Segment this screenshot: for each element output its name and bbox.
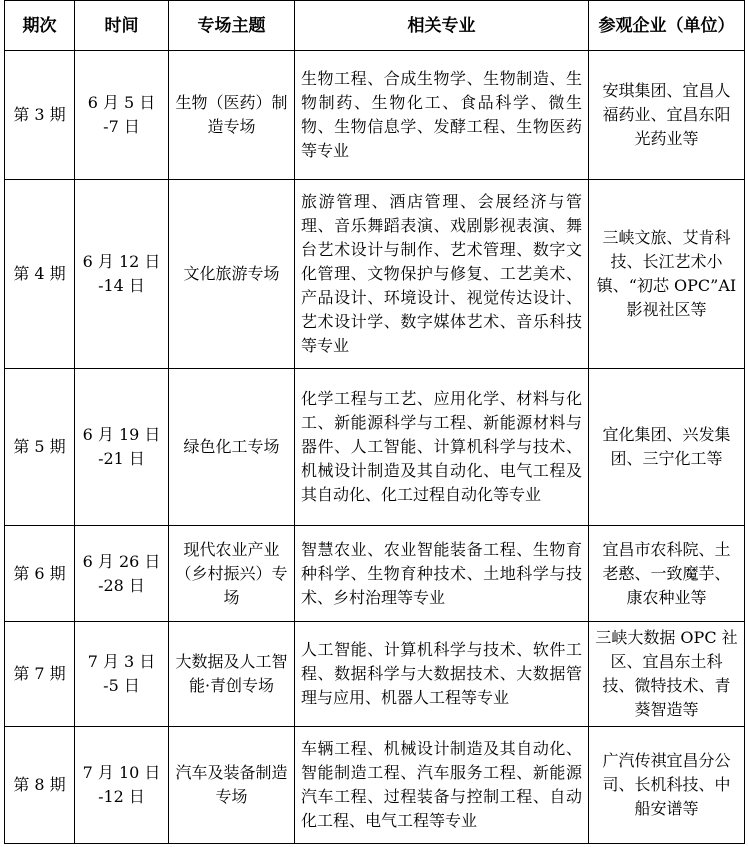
companies-cell: 三峡大数据 OPC 社区、宜昌东土科技、微特技术、青葵智造等 bbox=[589, 622, 745, 727]
companies-cell: 三峡文旅、艾肯科技、长江艺术小镇、“初芯 OPC”AI 影视社区等 bbox=[589, 180, 745, 369]
table-row bbox=[5, 727, 745, 844]
time-start: 7 月 10 日 bbox=[82, 763, 161, 782]
period-cell: 第 6 期 bbox=[5, 526, 75, 622]
table-row bbox=[5, 51, 745, 180]
majors-cell: 化学工程与工艺、应用化学、材料与化工、新能源科学与工程、新能源材料与器件、人工智能、计算机科学与技术、机械设计制造及其自动化、电气工程及其自动化、化工过程自动化等专业 bbox=[295, 369, 589, 526]
theme-cell: 绿色化工专场 bbox=[169, 369, 295, 526]
time-cell bbox=[75, 622, 169, 727]
companies-cell: 安琪集团、宜昌人福药业、宜昌东阳光药业等 bbox=[589, 51, 745, 180]
table-row bbox=[5, 180, 745, 369]
time-end: -14 日 bbox=[98, 276, 145, 295]
time-end: -28 日 bbox=[98, 575, 145, 595]
time-cell bbox=[75, 369, 169, 526]
table-row bbox=[5, 622, 745, 727]
time-end: -5 日 bbox=[103, 676, 140, 695]
time-cell bbox=[75, 180, 169, 369]
theme-cell: 大数据及人工智能·青创专场 bbox=[169, 622, 295, 727]
time-end: -7 日 bbox=[103, 117, 140, 136]
period-cell: 第 5 期 bbox=[5, 369, 75, 526]
header-theme: 专场主题 bbox=[169, 1, 295, 51]
header-companies: 参观企业（单位） bbox=[589, 1, 745, 51]
majors-cell: 智慧农业、农业智能装备工程、生物育种科学、生物育种技术、土地科学与技术、乡村治理等专业 bbox=[295, 526, 589, 622]
theme-cell: 文化旅游专场 bbox=[169, 180, 295, 369]
period-cell: 第 3 期 bbox=[5, 51, 75, 180]
period-cell: 第 8 期 bbox=[5, 727, 75, 844]
majors-cell: 生物工程、合成生物学、生物制造、生物制药、生物化工、食品科学、微生物、生物信息学、发酵工程、生物医药等专业 bbox=[295, 51, 589, 180]
time-start: 6 月 19 日 bbox=[82, 425, 161, 444]
period-cell: 第 7 期 bbox=[5, 622, 75, 727]
period-cell: 第 4 期 bbox=[5, 180, 75, 369]
majors-cell: 人工智能、计算机科学与技术、软件工程、数据科学与大数据技术、大数据管理与应用、机器人工程等专业 bbox=[295, 622, 589, 727]
time-end: -12 日 bbox=[98, 787, 145, 806]
header-time: 时间 bbox=[75, 1, 169, 51]
time-start: 6 月 5 日 bbox=[87, 93, 156, 112]
time-cell bbox=[75, 51, 169, 180]
time-end: -21 日 bbox=[98, 449, 145, 468]
header-majors: 相关专业 bbox=[295, 1, 589, 51]
schedule-table bbox=[4, 0, 745, 844]
header-period: 期次 bbox=[5, 1, 75, 51]
time-cell bbox=[75, 727, 169, 844]
theme-cell: 生物（医药）制造专场 bbox=[169, 51, 295, 180]
table-row bbox=[5, 369, 745, 526]
time-start: 7 月 3 日 bbox=[87, 652, 156, 671]
header-row bbox=[5, 1, 745, 51]
table-row bbox=[5, 526, 745, 622]
theme-cell: 现代农业产业（乡村振兴）专场 bbox=[169, 526, 295, 622]
theme-cell: 汽车及装备制造专场 bbox=[169, 727, 295, 844]
companies-cell: 宜化集团、兴发集团、三宁化工等 bbox=[589, 369, 745, 526]
majors-cell: 旅游管理、酒店管理、会展经济与管理、音乐舞蹈表演、戏剧影视表演、舞台艺术设计与制作、艺术管理、数字文化管理、文物保护与修复、工艺美术、产品设计、环境设计、视觉传达设计、艺术设计学、数字媒体艺术、音乐科技等专业 bbox=[295, 180, 589, 369]
companies-cell: 宜昌市农科院、土老憨、一致魔芋、康农种业等 bbox=[589, 526, 745, 622]
time-start: 6 月 12 日 bbox=[82, 252, 161, 271]
majors-cell: 车辆工程、机械设计制造及其自动化、智能制造工程、汽车服务工程、新能源汽车工程、过程装备与控制工程、自动化工程、电气工程等专业 bbox=[295, 727, 589, 844]
companies-cell: 广汽传祺宜昌分公司、长机科技、中船安谱等 bbox=[589, 727, 745, 844]
time-start: 6 月 26 日 bbox=[82, 551, 161, 571]
time-cell bbox=[75, 526, 169, 622]
